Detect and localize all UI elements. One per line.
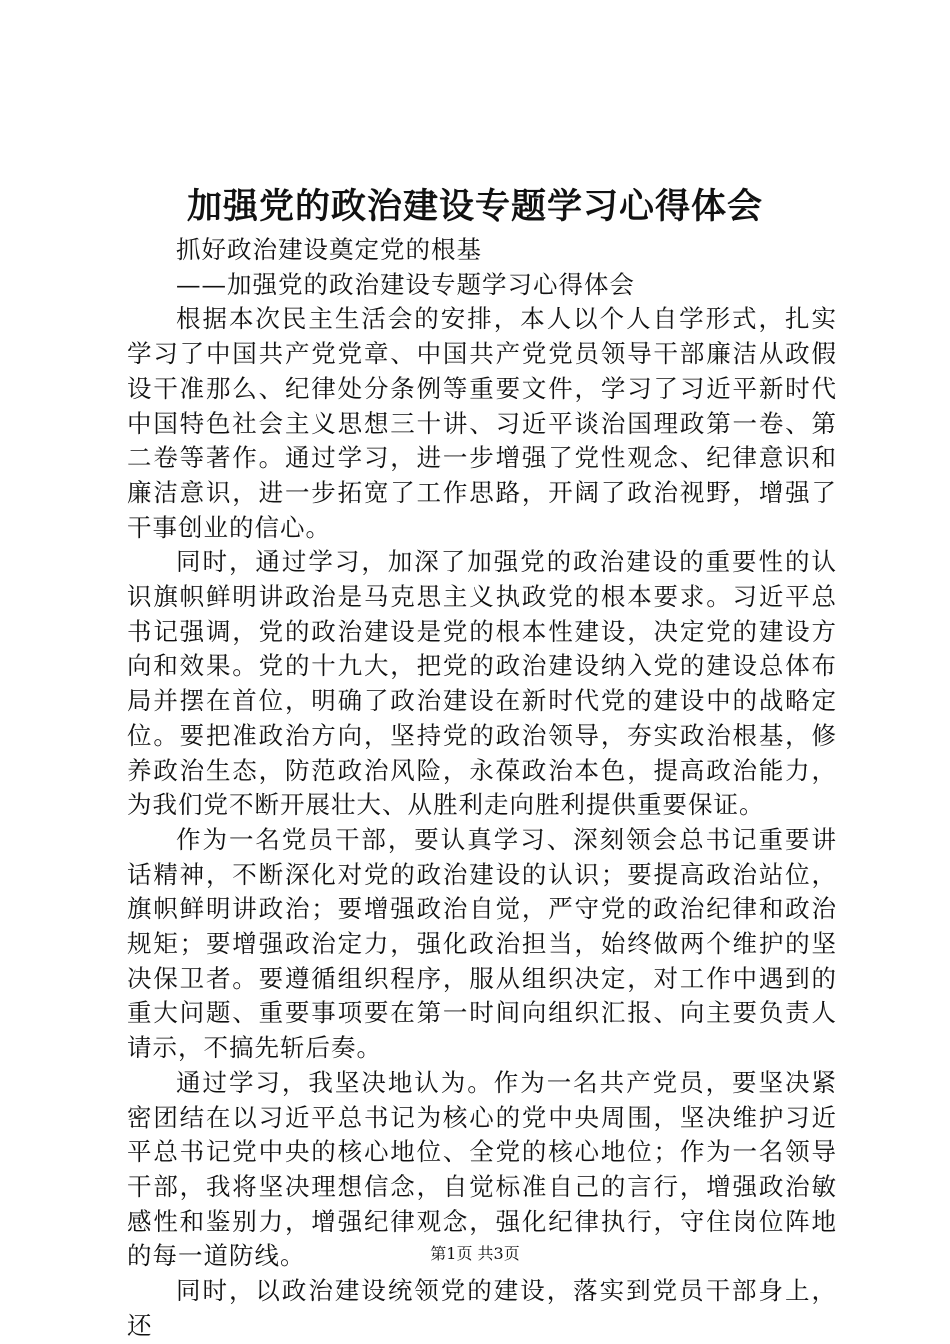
subtitle-secondary: ——加强党的政治建设专题学习心得体会 — [176, 269, 635, 299]
document-body — [127, 233, 837, 1344]
body-paragraph-3: 作为一名党员干部，要认真学习、深刻领会总书记重要讲话精神，不断深化对党的政治建设的认识；要提高政治站位，旗帜鲜明讲政治；要增强政治自觉，严守党的政治纪律和政治规矩；要增强政治定力，强化政治担当，始终做两个维护的坚决保卫者。要遵循组织程序，服从组织决定，对工作中遇到的重大问题、重要事项要在第一时间向组织汇报、向主要负责人请示，不搞先斩后奏。 — [127, 824, 837, 1063]
document-title: 加强党的政治建设专题学习心得体会 — [186, 186, 763, 227]
page-number-footer: 第1页 共3页 — [430, 1244, 520, 1263]
body-paragraph-1: 根据本次民主生活会的安排，本人以个人自学形式，扎实学习了中国共产党党章、中国共产党党员领导干部廉洁从政假设干准那么、纪律处分条例等重要文件，学习了习近平新时代中国特色社会主义思想三十讲、习近平谈治国理政第一卷、第二卷等著作。通过学习，进一步增强了党性观念、纪律意识和廉洁意识，进一步拓宽了工作思路，开阔了政治视野，增强了干事创业的信心。 — [127, 304, 837, 542]
subtitle: 抓好政治建设奠定党的根基 — [176, 235, 482, 264]
body-paragraph-4: 通过学习，我坚决地认为。作为一名共产党员，要坚决紧密团结在以习近平总书记为核心的党中央周围，坚决维护习近平总书记党中央的核心地位、全党的核心地位；作为一名领导干部，我将坚决理想信念，自觉标准自己的言行，增强政治敏感性和鉴别力，增强纪律观念，强化纪律执行，守住岗位阵地的每一道防线。 — [127, 1067, 837, 1271]
body-paragraph-2: 同时，通过学习，加深了加强党的政治建设的重要性的认识旗帜鲜明讲政治是马克思主义执政党的根本要求。习近平总书记强调，党的政治建设是党的根本性建设，决定党的建设方向和效果。党的十九大，把党的政治建设纳入党的建设总体布局并摆在首位，明确了政治建设在新时代党的建设中的战略定位。要把准政治方向，坚持党的政治领导，夯实政治根基，修养政治生态，防范政治风险，永葆政治本色，提高政治能力，为我们党不断开展壮大、从胜利走向胜利提供重要保证。 — [127, 547, 837, 820]
body-paragraph-5: 同时，以政治建设统领党的建设，落实到党员干部身上，还 — [127, 1276, 837, 1340]
